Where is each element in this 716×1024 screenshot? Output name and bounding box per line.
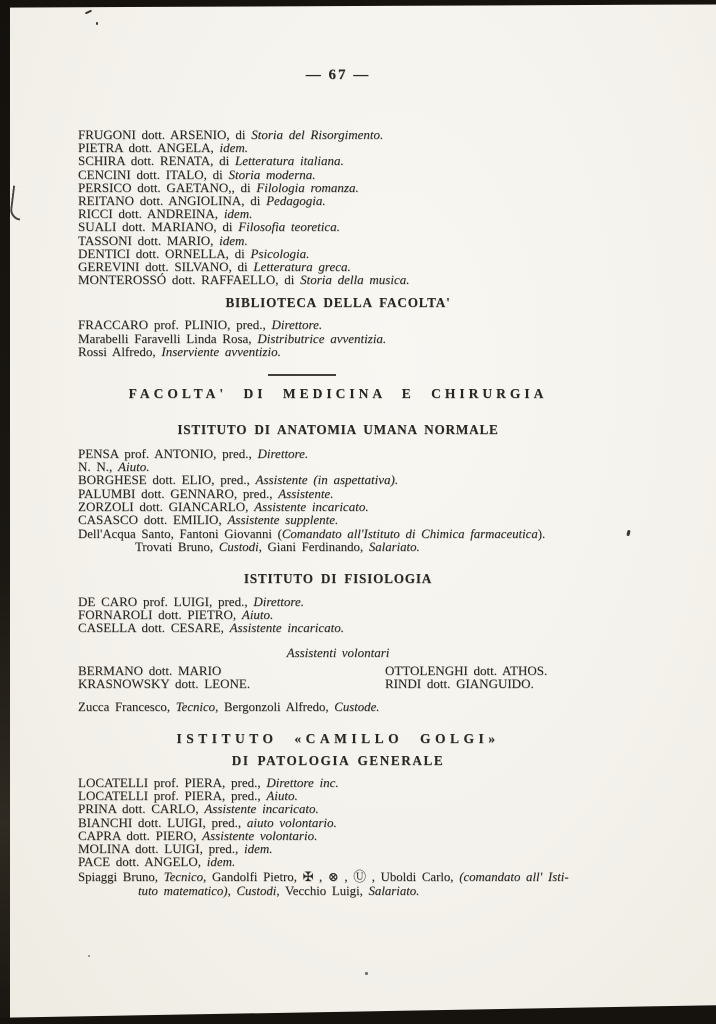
scan-artifact-hook (9, 185, 24, 220)
name-text: PIETRA dott. ANGELA, (78, 140, 220, 156)
role-text-italic: Assistente. (278, 485, 334, 501)
text-line (78, 513, 598, 526)
page-content (78, 0, 598, 898)
role-text-italic: Aiuto. (266, 788, 298, 804)
text-line (78, 273, 598, 286)
role-text-italic: Storia della musica. (300, 272, 410, 288)
text-line (78, 345, 598, 358)
role-text-italic: Psicologia. (250, 245, 310, 261)
volunteers-right-column (385, 664, 547, 690)
role-text-italic: Assistente incaricato. (254, 498, 369, 514)
role-text-italic: Distributrice avventizia. (257, 330, 387, 346)
name-text: FORNAROLI dott. PIETRO, (78, 606, 242, 622)
role-text-italic: Direttore. (257, 446, 309, 462)
volunteer-assistants-columns (78, 664, 598, 690)
name-text: MOLINA dott. LUIGI, pred., (78, 840, 244, 856)
role-text-italic: Tecnico (175, 699, 216, 714)
role-text-italic: Storia moderna. (228, 166, 316, 182)
name-text: DE CARO prof. LUIGI, pred., (78, 593, 254, 609)
fisiologia-support-staff-note (78, 701, 598, 714)
name-text: RINDI dott. GIANGUIDO. (385, 676, 534, 692)
golgi-support-staff-note (78, 871, 598, 897)
name-text: Zucca Francesco, (78, 699, 176, 714)
name-text: LOCATELLI prof. PIERA, pred., (78, 774, 267, 790)
name-text: LOCATELLI prof. PIERA, pred., (78, 788, 267, 804)
role-text-italic: Assistente incaricato. (229, 620, 345, 636)
role-text-italic: Aiuto. (241, 606, 274, 622)
role-text-italic: Tecnico (163, 870, 204, 885)
role-text-italic: Direttore inc. (266, 774, 339, 790)
name-text: CASELLA dott. CESARE, (78, 620, 230, 636)
name-text: Trovati Bruno, (135, 540, 219, 555)
biblioteca-staff-list (78, 318, 598, 358)
name-text: Marabelli Faravelli Linda Rosa, (78, 330, 258, 346)
role-text-italic: Letteratura greca. (253, 259, 351, 275)
role-text-italic: idem. (243, 840, 273, 856)
facolta-medicina-heading: FACOLTA' DI MEDICINA E CHIRURGIA (128, 386, 548, 402)
role-text-italic: Assistente incaricato. (204, 801, 319, 817)
name-text: KRASNOWSKY dott. LEONE. (78, 676, 251, 692)
text-line (78, 541, 598, 554)
name-text: DENTICI dott. ORNELLA, di (78, 245, 251, 261)
lettere-assistants-list (78, 128, 598, 286)
name-text: REITANO dott. ANGIOLINA, di (78, 193, 267, 209)
role-text-italic: idem. (223, 206, 253, 222)
role-text-italic: Assistente supplente. (227, 512, 339, 528)
name-text: MONTEROSSÓ dott. RAFFAELLO, di (78, 272, 301, 288)
name-text: , Bergonzoli Alfredo, (215, 699, 335, 714)
name-text: PENSA prof. ANTONIO, pred., (78, 446, 258, 462)
name-text: Spiaggi Bruno, (78, 870, 164, 885)
role-text-italic: idem. (206, 854, 236, 870)
text-line (78, 855, 598, 868)
scan-edge-bottom (0, 1005, 716, 1024)
name-text: PALUMBI dott. GENNARO, pred., (78, 485, 279, 501)
role-text-italic: Salariato. (368, 883, 420, 898)
role-text-italic: Custodi (218, 540, 259, 555)
text-line (78, 885, 598, 898)
golgi-staff-list (78, 776, 598, 868)
name-text: PRINA dott. CARLO, (78, 801, 205, 817)
role-text-italic: Salariato. (368, 540, 420, 555)
name-text: GEREVINI dott. SILVANO, di (78, 259, 254, 275)
role-text-italic: Inserviente avventizio. (161, 343, 281, 359)
name-text: BERMANO dott. MARIO (78, 663, 222, 679)
name-text: SUALI dott. MARIANO, di (78, 219, 239, 235)
name-text: SCHIRA dott. RENATA, di (78, 153, 236, 169)
scan-speckle (626, 530, 630, 537)
role-text-italic: Pedagogia. (266, 193, 326, 209)
scan-edge-left (0, 0, 10, 1024)
name-text: CAPRA dott. PIERO, (78, 827, 203, 843)
role-text-italic: Direttore. (271, 317, 323, 333)
text-line (78, 621, 598, 634)
anatomia-heading: ISTITUTO DI ANATOMIA UMANA NORMALE (177, 422, 499, 438)
biblioteca-heading: BIBLIOTECA DELLA FACOLTA' (225, 295, 451, 311)
role-text-italic: Direttore. (253, 593, 305, 609)
name-text: OTTOLENGHI dott. ATHOS. (385, 663, 548, 679)
page-number: — 67 — (305, 67, 371, 83)
role-text-italic: idem. (219, 232, 248, 248)
text-line (78, 447, 598, 460)
role-text-italic: Assistente volontario. (202, 827, 318, 843)
name-text: , Gandolfi Pietro, ✠ , ⊗ , Ⓤ , Uboldi Carlo, (203, 870, 460, 885)
section-divider-rule (268, 374, 336, 376)
role-text-italic: (comandato all' Isti- (459, 870, 569, 885)
role-text-italic: Custode. (334, 699, 380, 714)
name-text: , (227, 883, 237, 898)
anatomia-support-staff-note (78, 528, 598, 554)
name-text: RICCI dott. ANDREINA, (78, 206, 224, 222)
name-text: N. N., (78, 459, 119, 475)
text-line (385, 677, 547, 690)
name-text: PACE dott. ANGELO, (78, 854, 207, 870)
role-text-italic: Filologia romanza. (256, 179, 359, 195)
name-text: CENCINI dott. ITALO, di (78, 166, 229, 182)
role-text-italic: idem. (219, 140, 249, 156)
name-text: BORGHESE dott. ELIO, pred., (78, 472, 256, 488)
name-text: , Vecchio Luigi, (276, 883, 369, 898)
text-line (78, 701, 598, 714)
name-text: ZORZOLI dott. GIANCARLO, (78, 498, 255, 514)
role-text-italic: Assistente (in aspettativa). (255, 472, 399, 488)
golgi-heading-line1: ISTITUTO «CAMILLO GOLGI» (176, 730, 500, 746)
name-text: BIANCHI dott. LUIGI, pred., (78, 814, 247, 830)
scan-speckle (365, 972, 368, 975)
text-line (78, 677, 385, 690)
name-text: Rossi Alfredo, (78, 343, 162, 359)
name-text: PERSICO dott. GAETANO,, di (78, 179, 257, 195)
role-text-italic: Aiuto. (118, 459, 150, 475)
role-text-italic: Custodi (236, 883, 277, 898)
golgi-heading-line2: DI PATOLOGIA GENERALE (231, 752, 445, 768)
role-text-italic: Filosofia teoretica. (238, 219, 340, 235)
role-text-italic: Letteratura italiana. (235, 153, 344, 169)
name-text: FRACCARO prof. PLINIO, pred., (78, 317, 272, 333)
name-text: ). (537, 527, 546, 542)
name-text: FRUGONI dott. ARSENIO, di (78, 127, 252, 142)
assistenti-volontari-subheading: Assistenti volontari (286, 645, 390, 661)
name-text: CASASCO dott. EMILIO, (78, 512, 228, 528)
scan-speckle (88, 955, 90, 957)
name-text: , Giani Ferdinando, (258, 540, 369, 555)
fisiologia-staff-list (78, 595, 598, 635)
name-text: TASSONI dott. MARIO, (78, 232, 220, 248)
volunteers-left-column (78, 664, 385, 690)
role-text-italic: tuto matematico) (138, 883, 228, 898)
role-text-italic: Storia del Risorgimento. (251, 127, 384, 142)
fisiologia-heading: ISTITUTO DI FISIOLOGIA (243, 570, 433, 586)
name-text: Dell'Acqua Santo, Fantoni Giovanni ( (78, 527, 282, 542)
role-text-italic: Comandato all'Istituto di Chimica farmaceutica (281, 527, 538, 542)
anatomia-staff-list (78, 447, 598, 526)
role-text-italic: aiuto volontario. (246, 814, 337, 830)
